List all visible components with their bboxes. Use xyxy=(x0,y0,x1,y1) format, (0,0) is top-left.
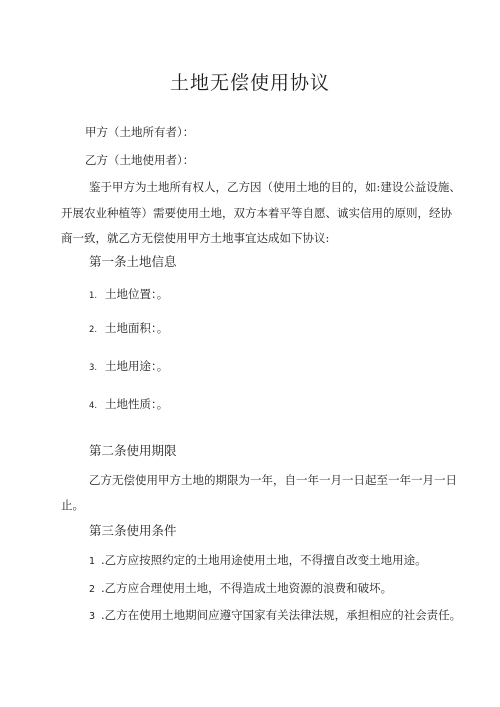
article2-heading: 第二条使用期限 xyxy=(89,443,177,458)
item-number: 3 xyxy=(89,611,96,622)
item-number: 3. xyxy=(89,363,98,373)
item-text: 土地用途：。 xyxy=(105,359,169,373)
article3-item xyxy=(89,580,392,598)
article1-item xyxy=(89,286,168,304)
article1-heading: 第一条土地信息 xyxy=(89,254,177,269)
item-text: .乙方应按照约定的土地用途使用土地，不得擅自改变土地用途。 xyxy=(101,553,427,567)
document-title: 土地无偿使用协议 xyxy=(169,72,330,94)
item-number: 2. xyxy=(89,325,98,335)
preamble-line-1: 鉴于甲方为土地所有权人，乙方因（使用土地的目的，如:建设公益设施、 xyxy=(89,180,461,194)
preamble-line-3: 商一致，就乙方无偿使用甲方土地事宜达成如下协议: xyxy=(61,231,330,245)
item-text: 土地性质：。 xyxy=(105,397,169,411)
party-b-line: 乙方（土地使用者）： xyxy=(85,153,195,167)
article3-item xyxy=(89,607,461,625)
item-text: 土地面积：。 xyxy=(105,321,169,335)
article1-item xyxy=(89,320,168,338)
article3-item xyxy=(89,552,427,570)
item-text: .乙方在使用土地期间应遵守国家有关法律法规，承担相应的社会责任。 xyxy=(101,608,462,622)
article1-item xyxy=(89,396,168,414)
preamble-line-2: 开展农业种植等）需要使用土地，双方本着平等自愿、诚实信用的原则，经协 xyxy=(61,206,452,220)
item-number: 1 xyxy=(89,556,96,567)
article1-item xyxy=(89,358,168,376)
item-number: 4. xyxy=(89,401,98,411)
item-number: 2 xyxy=(89,584,96,595)
article2-text-2: 止。 xyxy=(61,498,84,512)
article3-heading: 第三条使用条件 xyxy=(89,523,177,538)
article2-text-1: 乙方无偿使用甲方土地的期限为一年，自一年一月一日起至一年一月一日 xyxy=(89,473,457,487)
party-a-line: 甲方（土地所有者）： xyxy=(85,125,195,139)
item-text: 土地位置：。 xyxy=(105,287,169,301)
item-number: 1. xyxy=(89,291,98,301)
item-text: .乙方应合理使用土地，不得造成土地资源的浪费和破坏。 xyxy=(101,581,393,595)
